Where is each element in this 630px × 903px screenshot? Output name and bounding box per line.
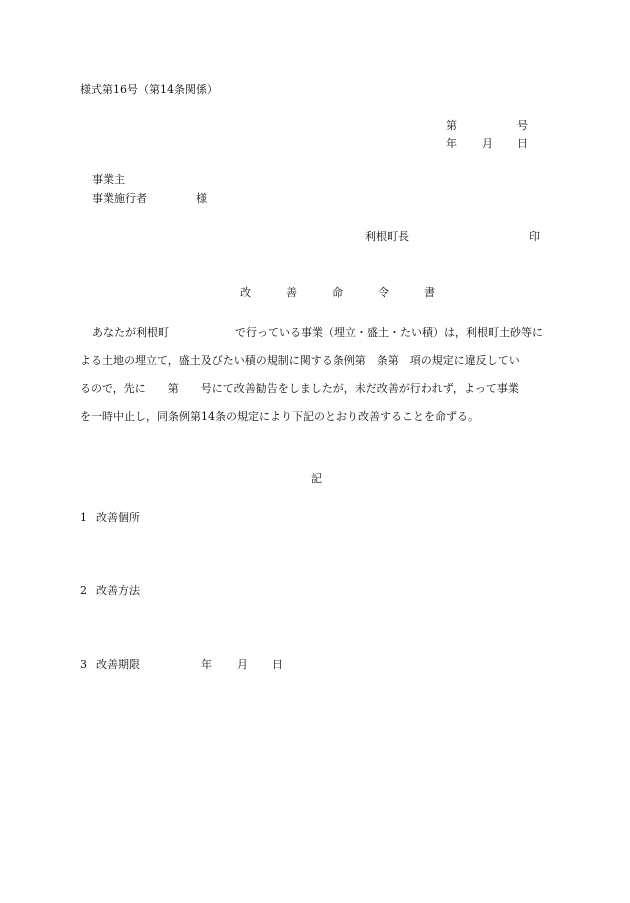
item-2-number: 2: [80, 584, 87, 597]
item-3-day: 日: [272, 658, 283, 671]
item-2-label: 改善方法: [96, 584, 140, 597]
item-3-month: 月: [237, 658, 248, 671]
body-line-4: を一時中止し，同条例第14条の規定により下記のとおり改善することを命ずる。: [80, 410, 479, 423]
item-3-label: 改善期限: [96, 658, 140, 671]
item-1-label: 改善個所: [96, 511, 140, 524]
form-number: 様式第16号（第14条関係）: [80, 83, 218, 96]
date-month: 月: [482, 137, 493, 150]
title-char: 命: [332, 286, 343, 299]
title-char: 改: [240, 286, 251, 299]
doc-number-go: 号: [517, 119, 528, 132]
addressee-owner: 事業主: [92, 173, 125, 186]
body-line-3: るので，先に 第 号にて改善勧告をしましたが，未だ改善が行われず，よって事業: [80, 382, 519, 395]
body-line-2: よる土地の埋立て，盛土及びたい積の規制に関する条例第 条第 項の規定に違反してい: [80, 354, 520, 367]
body-line-1: あなたが利根町 で行っている事業（埋立・盛土・たい積）は，利根町土砂等に: [92, 326, 543, 339]
date-year: 年: [446, 137, 457, 150]
item-1-number: 1: [80, 511, 87, 524]
ki-heading: 記: [311, 472, 322, 485]
title-char: 書: [424, 286, 435, 299]
issuer-seal: 印: [529, 230, 540, 243]
addressee-sama: 様: [196, 192, 207, 205]
document-title: [240, 287, 470, 298]
title-char: 令: [378, 286, 389, 299]
issuer-name: 利根町長: [365, 230, 409, 243]
title-char: 善: [286, 286, 297, 299]
item-3-number: 3: [80, 658, 87, 671]
addressee-contractor: 事業施行者: [92, 192, 147, 205]
date-day: 日: [517, 137, 528, 150]
item-3-year: 年: [201, 658, 212, 671]
doc-number-dai: 第: [446, 119, 457, 132]
